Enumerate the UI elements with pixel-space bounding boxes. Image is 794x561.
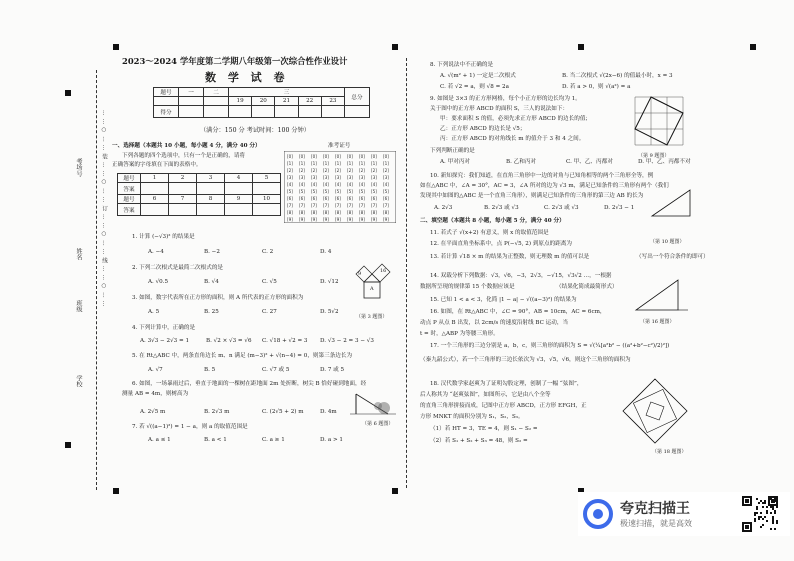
ticket-bubble: [8] xyxy=(323,210,329,215)
ticket-bubble: [4] xyxy=(347,182,353,187)
option[interactable]: D. 4m xyxy=(320,409,337,415)
ticket-bubble: [5] xyxy=(323,189,329,194)
question-10: 发现其中如图的△ABC 是一个直角三角形），则满足已知条件的三角形的第三边 AB 的长为 xyxy=(420,193,644,199)
registration-mark xyxy=(750,44,756,50)
ticket-bubble: [8] xyxy=(347,210,353,215)
figure-6-caption: （第 6 题图） xyxy=(362,421,394,427)
qr-code-icon xyxy=(740,494,780,534)
ticket-bubble: [8] xyxy=(311,210,317,215)
answer-cell[interactable] xyxy=(253,204,281,216)
question-18: 后人称其为 “赵爽弦图”，如图所示，它是由八个全等 xyxy=(420,392,551,398)
answer-cell[interactable] xyxy=(141,204,169,216)
option[interactable]: C. (2√5 + 2) m xyxy=(262,409,304,415)
answer-header: 6 xyxy=(141,195,169,204)
question-10: 10. 新知探究：我们知道，在直角三角形中一边的对角与已知角相等的两个三角形全等，例 xyxy=(430,173,654,179)
ticket-bubble: [4] xyxy=(359,182,365,187)
ticket-bubble: [3] xyxy=(383,175,389,180)
option[interactable]: A. √7 xyxy=(148,367,163,373)
ticket-bubble: [7] xyxy=(299,203,305,208)
ticket-bubble: [8] xyxy=(359,210,365,215)
ticket-bubble: [5] xyxy=(335,189,341,194)
ticket-bubble: [6] xyxy=(287,196,293,201)
question-9: 关于图中的正方形 ABCD 的面积 S，三人的说法如下： xyxy=(430,106,569,112)
ticket-bubble: [1] xyxy=(371,161,377,166)
registration-mark xyxy=(392,488,398,494)
question-9: 下列判断正确的是 xyxy=(430,148,475,154)
ticket-bubble: [2] xyxy=(371,168,377,173)
option[interactable]: B. 25 xyxy=(204,309,219,315)
question-4: 4. 下列计算中，正确的是 xyxy=(132,325,196,331)
option[interactable]: C. √5 xyxy=(262,279,277,285)
ticket-bubble: [6] xyxy=(371,196,377,201)
ticket-bubble: [5] xyxy=(371,189,377,194)
ticket-bubble: [2] xyxy=(299,168,305,173)
answer-header: 3 xyxy=(197,174,225,183)
option[interactable]: A. a ≤ 1 xyxy=(148,437,171,443)
option[interactable]: B. 2√3 m xyxy=(204,409,230,415)
exam-title: 2023～2024 学年度第二学期八年级第一次综合性作业设计 xyxy=(122,56,348,66)
question-10: 如在△ABC 中，∠A = 30°，AC = 3，∠A 所对的边为 √3 m，满足已知条件的三角形有两个（我们 xyxy=(420,183,669,189)
ticket-bubble: [3] xyxy=(347,175,353,180)
figure-10 xyxy=(650,186,698,222)
option[interactable]: D. 甲、乙、丙都不对 xyxy=(638,159,691,165)
score-sub: 21 xyxy=(275,97,298,106)
ticket-bubble: [1] xyxy=(311,161,317,166)
answer-cell[interactable] xyxy=(197,204,225,216)
registration-mark xyxy=(578,44,584,50)
ticket-bubble: [2] xyxy=(311,168,317,173)
question-14: 数据所呈现的规律第 15 个数据应该是 xyxy=(420,284,515,290)
figure-3-right: 16 xyxy=(380,268,387,274)
score-cell xyxy=(179,106,204,118)
answer-header: 10 xyxy=(253,195,281,204)
registration-mark xyxy=(392,44,398,50)
figure-3-left: 9 xyxy=(358,271,362,277)
option[interactable]: C. 若 √2 = a，则 √8 = 2a xyxy=(440,84,509,90)
ticket-bubble: [3] xyxy=(311,175,317,180)
question-18-part1: （1）若 HT = 3，TE = 4，则 S₁ − S₂ = xyxy=(430,426,538,432)
question-7: 7. 若 √((a−1)²) = 1 − a，则 a 的取值范围是 xyxy=(132,424,248,430)
column-divider xyxy=(406,58,407,488)
answer-cell[interactable] xyxy=(197,183,225,195)
answer-label: 答案 xyxy=(118,204,141,216)
name-label: 姓名 xyxy=(75,248,82,261)
section1-intro: 下列各题的四个选项中，只有一个是正确的，请将 xyxy=(122,153,246,159)
ticket-bubble: [3] xyxy=(359,175,365,180)
ticket-bubble: [2] xyxy=(359,168,365,173)
option[interactable]: C. 甲、乙、丙都对 xyxy=(566,159,613,165)
ticket-bubble: [9] xyxy=(383,217,389,222)
figure-16-caption: （第 16 题图） xyxy=(640,319,675,325)
ticket-bubble: [0] xyxy=(383,154,389,159)
ticket-bubble: [2] xyxy=(323,168,329,173)
option[interactable]: D. 4 xyxy=(320,249,332,255)
ticket-bubble: [0] xyxy=(287,154,293,159)
answer-table xyxy=(117,173,281,216)
score-sub xyxy=(179,97,204,106)
option[interactable]: C. a ≥ 1 xyxy=(262,437,285,443)
ticket-bubble: [4] xyxy=(371,182,377,187)
ticket-bubble: [9] xyxy=(323,217,329,222)
ticket-bubble: [9] xyxy=(335,217,341,222)
ticket-bubble: [5] xyxy=(287,189,293,194)
question-8: 8. 下列说法中不正确的是 xyxy=(430,62,494,68)
figure-9 xyxy=(630,92,688,150)
figure-6 xyxy=(348,384,398,420)
figure-18 xyxy=(620,376,690,446)
binding-line xyxy=(96,70,97,490)
registration-mark xyxy=(65,90,71,96)
option[interactable]: A. √0.5 xyxy=(148,279,169,285)
option[interactable]: A. 5 xyxy=(148,309,160,315)
ticket-bubble: [1] xyxy=(299,161,305,166)
answer-header: 题号 xyxy=(118,195,141,204)
option[interactable]: A. 甲对丙对 xyxy=(440,159,470,165)
score-header: 题号 xyxy=(154,88,179,97)
exam-note: （满分：150 分 考试时间：100 分钟） xyxy=(200,127,310,134)
exam-no-label: 考场号 xyxy=(75,158,82,177)
ticket-bubble: [4] xyxy=(335,182,341,187)
ticket-bubble: [4] xyxy=(287,182,293,187)
answer-cell[interactable] xyxy=(169,183,197,195)
question-16: 16. 如图，在 Rt△ABC 中，∠C = 90°，AB = 10cm，AC = 6cm， xyxy=(430,309,606,315)
ticket-bubble: [0] xyxy=(299,154,305,159)
score-sub: 22 xyxy=(298,97,321,106)
score-cell xyxy=(252,106,275,118)
ticket-bubble: [4] xyxy=(383,182,389,187)
option[interactable]: C. 2 xyxy=(262,249,274,255)
option[interactable]: D. 若 a > 0，则 √(a²) = a xyxy=(562,84,631,90)
answer-header: 5 xyxy=(253,174,281,183)
score-cell xyxy=(298,106,321,118)
score-header: 一 xyxy=(179,88,204,97)
ticket-bubble: [4] xyxy=(311,182,317,187)
question-18: 的直角三角形拼接而成，记图中正方形 ABCD，正方形 EFGH，正 xyxy=(420,403,587,409)
question-9: 9. 如图是 3×3 的正方形网格，每个小正方形的边长均为 1。 xyxy=(430,96,581,102)
ticket-bubble: [2] xyxy=(383,168,389,173)
ticket-bubble: [3] xyxy=(299,175,305,180)
question-16: t = 时，△ABP 为等腰三角形。 xyxy=(420,331,499,337)
figure-18-caption: （第 18 题图） xyxy=(652,449,687,455)
option[interactable]: B. 乙和丙对 xyxy=(506,159,537,165)
section1-heading: 一、选择题（本题共 10 小题，每小题 4 分，满分 40 分） xyxy=(112,143,261,149)
option[interactable]: A. 2√3 xyxy=(434,205,453,211)
question-2: 2. 下列二次根式是最简二次根式的是 xyxy=(132,265,224,271)
question-6: 测量 AB = 4m，则树高为 xyxy=(122,391,189,397)
logo-name: 夸克扫描王 xyxy=(620,501,690,517)
figure-16 xyxy=(632,276,692,316)
question-14: 14. 双载分析下列数据：√3，√6，−3，2√3，−√15，√3√2 …，一根据 xyxy=(430,273,612,279)
question-14-note: （结果化简成最简形式） xyxy=(556,284,618,290)
score-cell xyxy=(204,106,229,118)
ticket-bubble: [5] xyxy=(347,189,353,194)
ticket-bubble: [2] xyxy=(347,168,353,173)
figure-9-caption: （第 9 题图） xyxy=(638,153,670,159)
question-3: 3. 如图，数字代表所在正方形的面积，则 A 所代表的正方形的面积为 xyxy=(132,295,304,301)
ticket-bubble: [9] xyxy=(371,217,377,222)
answer-header: 题号 xyxy=(118,174,141,183)
section1-intro: 正确答案的字母填在下面的表格中。 xyxy=(112,162,202,168)
logo-slogan: 极速扫描，就是高效 xyxy=(620,519,692,528)
score-cell xyxy=(229,106,252,118)
ticket-bubble: [0] xyxy=(371,154,377,159)
option[interactable]: C. 2√3 或 √3 xyxy=(544,205,579,211)
option[interactable]: A. 2√5 m xyxy=(140,409,166,415)
ticket-bubble: [7] xyxy=(347,203,353,208)
answer-header: 4 xyxy=(225,174,253,183)
ticket-bubble: [6] xyxy=(359,196,365,201)
ticket-bubble: [7] xyxy=(359,203,365,208)
option[interactable]: D. √3 − 2 = 3 − √3 xyxy=(320,338,374,344)
ticket-bubble: [7] xyxy=(383,203,389,208)
answer-header: 2 xyxy=(169,174,197,183)
option[interactable]: B. √4 xyxy=(204,279,219,285)
ticket-bubble: [6] xyxy=(323,196,329,201)
answer-cell[interactable] xyxy=(225,183,253,195)
ticket-bubble: [1] xyxy=(359,161,365,166)
ticket-label: 准考证号 xyxy=(328,143,351,149)
option[interactable]: C. 27 xyxy=(262,309,277,315)
ticket-bubble: [9] xyxy=(359,217,365,222)
registration-mark xyxy=(65,442,71,448)
score-header: 三 xyxy=(229,88,345,97)
ticket-bubble: [1] xyxy=(335,161,341,166)
section2-heading: 二、填空题（本题共 8 小题，每小题 5 分，满分 40 分） xyxy=(420,218,565,224)
question-1: 1. 计算 (−√3)² 的结果是 xyxy=(132,234,195,240)
question-9: 甲：要求面积 S 的值，必须先求正方形 ABCD 的边长的值； xyxy=(440,116,592,122)
ticket-bubble: [9] xyxy=(347,217,353,222)
subject-title: 数 学 试 卷 xyxy=(205,71,289,84)
question-18: 18. 汉代数学家赵爽为了证明勾股定理，创制了一幅 “弦图”， xyxy=(430,381,583,387)
answer-cell[interactable] xyxy=(253,183,281,195)
question-9: 丙：正方形 ABCD 的对角线长 m 的值介于 3 和 4 之间。 xyxy=(440,136,585,142)
question-12: 12. 在平面直角坐标系中，点 P(−√5, 2) 到原点的距离为 xyxy=(430,241,572,247)
answer-header: 1 xyxy=(141,174,169,183)
seal-line-text: ……○……装……○……订……○……线……○…… xyxy=(101,110,107,310)
ticket-bubble: [6] xyxy=(299,196,305,201)
ticket-bubble: [3] xyxy=(371,175,377,180)
option[interactable]: D. a > 1 xyxy=(320,437,343,443)
ticket-bubble: [6] xyxy=(335,196,341,201)
option[interactable]: C. √18 + √2 = 3 xyxy=(262,338,308,344)
ticket-bubble: [6] xyxy=(347,196,353,201)
ticket-bubble: [1] xyxy=(383,161,389,166)
score-cell xyxy=(345,106,370,118)
option[interactable]: A. √(m² + 1) 一定是二次根式 xyxy=(440,73,516,79)
question-17: 17. 一个三角形的三边分别是 a，b，c，则三角形的面积为 S = √(¼[a²b² − ((a²+b²−c²)/2)²]) xyxy=(430,343,670,349)
score-sub xyxy=(154,97,179,106)
ticket-bubble: [0] xyxy=(359,154,365,159)
ticket-bubble: [5] xyxy=(311,189,317,194)
ticket-bubble: [5] xyxy=(299,189,305,194)
score-header: 二 xyxy=(204,88,229,97)
option[interactable]: C. √7 或 5 xyxy=(262,367,290,373)
answer-label: 答案 xyxy=(118,183,141,195)
ticket-bubble: [6] xyxy=(311,196,317,201)
score-table xyxy=(153,87,370,118)
ticket-bubble: [1] xyxy=(347,161,353,166)
option[interactable]: B. a < 1 xyxy=(204,437,227,443)
question-13-note: （写出一个符合条件的即可） xyxy=(636,254,709,260)
ticket-bubble: [1] xyxy=(323,161,329,166)
score-header: 总分 xyxy=(345,88,370,106)
ticket-bubble: [4] xyxy=(299,182,305,187)
score-label: 得分 xyxy=(154,106,179,118)
question-11: 11. 若式子 √(x+2) 有意义，则 x 的取值范围是 xyxy=(430,230,549,236)
option[interactable]: B. −2 xyxy=(204,249,220,255)
ticket-bubble: [3] xyxy=(335,175,341,180)
ticket-bubble: [1] xyxy=(287,161,293,166)
ticket-bubble: [4] xyxy=(323,182,329,187)
class-label: 班级 xyxy=(75,300,82,313)
answer-header: 8 xyxy=(197,195,225,204)
option[interactable]: B. √2 × √3 = √6 xyxy=(206,338,252,344)
figure-10-caption: （第 10 题图） xyxy=(650,239,685,245)
answer-cell[interactable] xyxy=(141,183,169,195)
option[interactable]: B. 2√3 或 √3 xyxy=(484,205,519,211)
score-sub: 23 xyxy=(321,97,344,106)
ticket-bubble: [7] xyxy=(335,203,341,208)
option[interactable]: D. 5√2 xyxy=(320,309,339,315)
ticket-bubble: [3] xyxy=(287,175,293,180)
option[interactable]: D. 7 或 5 xyxy=(320,367,345,373)
ticket-bubble: [6] xyxy=(383,196,389,201)
option[interactable]: D. √12 xyxy=(320,279,339,285)
question-18: 方形 MNKT 的面积分别为 S₁，S₂，S₃。 xyxy=(420,414,524,420)
school-label: 学校 xyxy=(75,375,82,388)
score-sub xyxy=(204,97,229,106)
option[interactable]: A. 3√3 − 2√3 = 1 xyxy=(140,338,190,344)
answer-header: 9 xyxy=(225,195,253,204)
figure-3-label: A xyxy=(370,286,374,292)
ticket-bubble: [0] xyxy=(335,154,341,159)
score-cell xyxy=(275,106,298,118)
ticket-grid[interactable] xyxy=(284,151,396,223)
option[interactable]: D. 2√3 − 1 xyxy=(604,205,635,211)
question-5: 5. 在 Rt△ABC 中，两条直角边长 m、n 满足 (m−3)² + √(n−4) = 0，则第三条边长为 xyxy=(132,353,353,359)
question-6: 6. 如图，一场暴雨过后，垂直于地面的一棵树在距地面 2m 处折断，树尖 B 恰好碰到地面，经 xyxy=(132,381,367,387)
question-17: （秦九韶公式），若一个三角形的三边长依次为 √3，√5，√6，则这个三角形的面积为 xyxy=(420,357,631,363)
question-13: 13. 若计算 √18 × m 的结果为正整数，则无理数 m 的值可以是 xyxy=(430,254,590,260)
question-15: 15. 已知 1 < a < 3，化简 |1 − a| − √((a−3)²) 的结果为 xyxy=(430,297,577,303)
ticket-bubble: [7] xyxy=(371,203,377,208)
question-9: 乙：正方形 ABCD 的边长是 √5； xyxy=(440,126,526,132)
ticket-bubble: [9] xyxy=(311,217,317,222)
ticket-bubble: [3] xyxy=(323,175,329,180)
score-sub: 19 xyxy=(229,97,252,106)
ticket-bubble: [8] xyxy=(371,210,377,215)
ticket-bubble: [8] xyxy=(299,210,305,215)
score-cell xyxy=(321,106,344,118)
ticket-bubble: [0] xyxy=(311,154,317,159)
question-16: 动点 P 从点 B 出发，以 2cm/s 的速度沿射线 BC 运动，当 xyxy=(420,320,569,326)
option[interactable]: B. 5 xyxy=(204,367,216,373)
registration-mark xyxy=(113,488,119,494)
ticket-bubble: [9] xyxy=(299,217,305,222)
registration-mark xyxy=(113,44,119,50)
option[interactable]: B. 当二次根式 √(2x−6) 的值最小时，x = 3 xyxy=(562,73,673,79)
ticket-bubble: [8] xyxy=(287,210,293,215)
answer-cell[interactable] xyxy=(169,204,197,216)
ticket-bubble: [7] xyxy=(323,203,329,208)
ticket-bubble: [5] xyxy=(383,189,389,194)
ticket-bubble: [2] xyxy=(335,168,341,173)
ticket-bubble: [7] xyxy=(311,203,317,208)
score-sub: 20 xyxy=(252,97,275,106)
ticket-bubble: [5] xyxy=(359,189,365,194)
answer-cell[interactable] xyxy=(225,204,253,216)
ticket-bubble: [8] xyxy=(383,210,389,215)
ticket-bubble: [8] xyxy=(335,210,341,215)
ticket-bubble: [0] xyxy=(347,154,353,159)
ticket-bubble: [0] xyxy=(323,154,329,159)
answer-header: 7 xyxy=(169,195,197,204)
option[interactable]: A. −4 xyxy=(148,249,164,255)
ticket-bubble: [9] xyxy=(287,217,293,222)
question-18-part2: （2）若 S₁ + S₂ + S₃ = 48，则 S₂ = xyxy=(430,438,528,444)
ticket-bubble: [7] xyxy=(287,203,293,208)
ticket-bubble: [2] xyxy=(287,168,293,173)
quark-logo-icon xyxy=(582,498,614,530)
scanner-watermark xyxy=(578,492,790,536)
figure-3-caption: （第 3 题图） xyxy=(356,314,388,320)
